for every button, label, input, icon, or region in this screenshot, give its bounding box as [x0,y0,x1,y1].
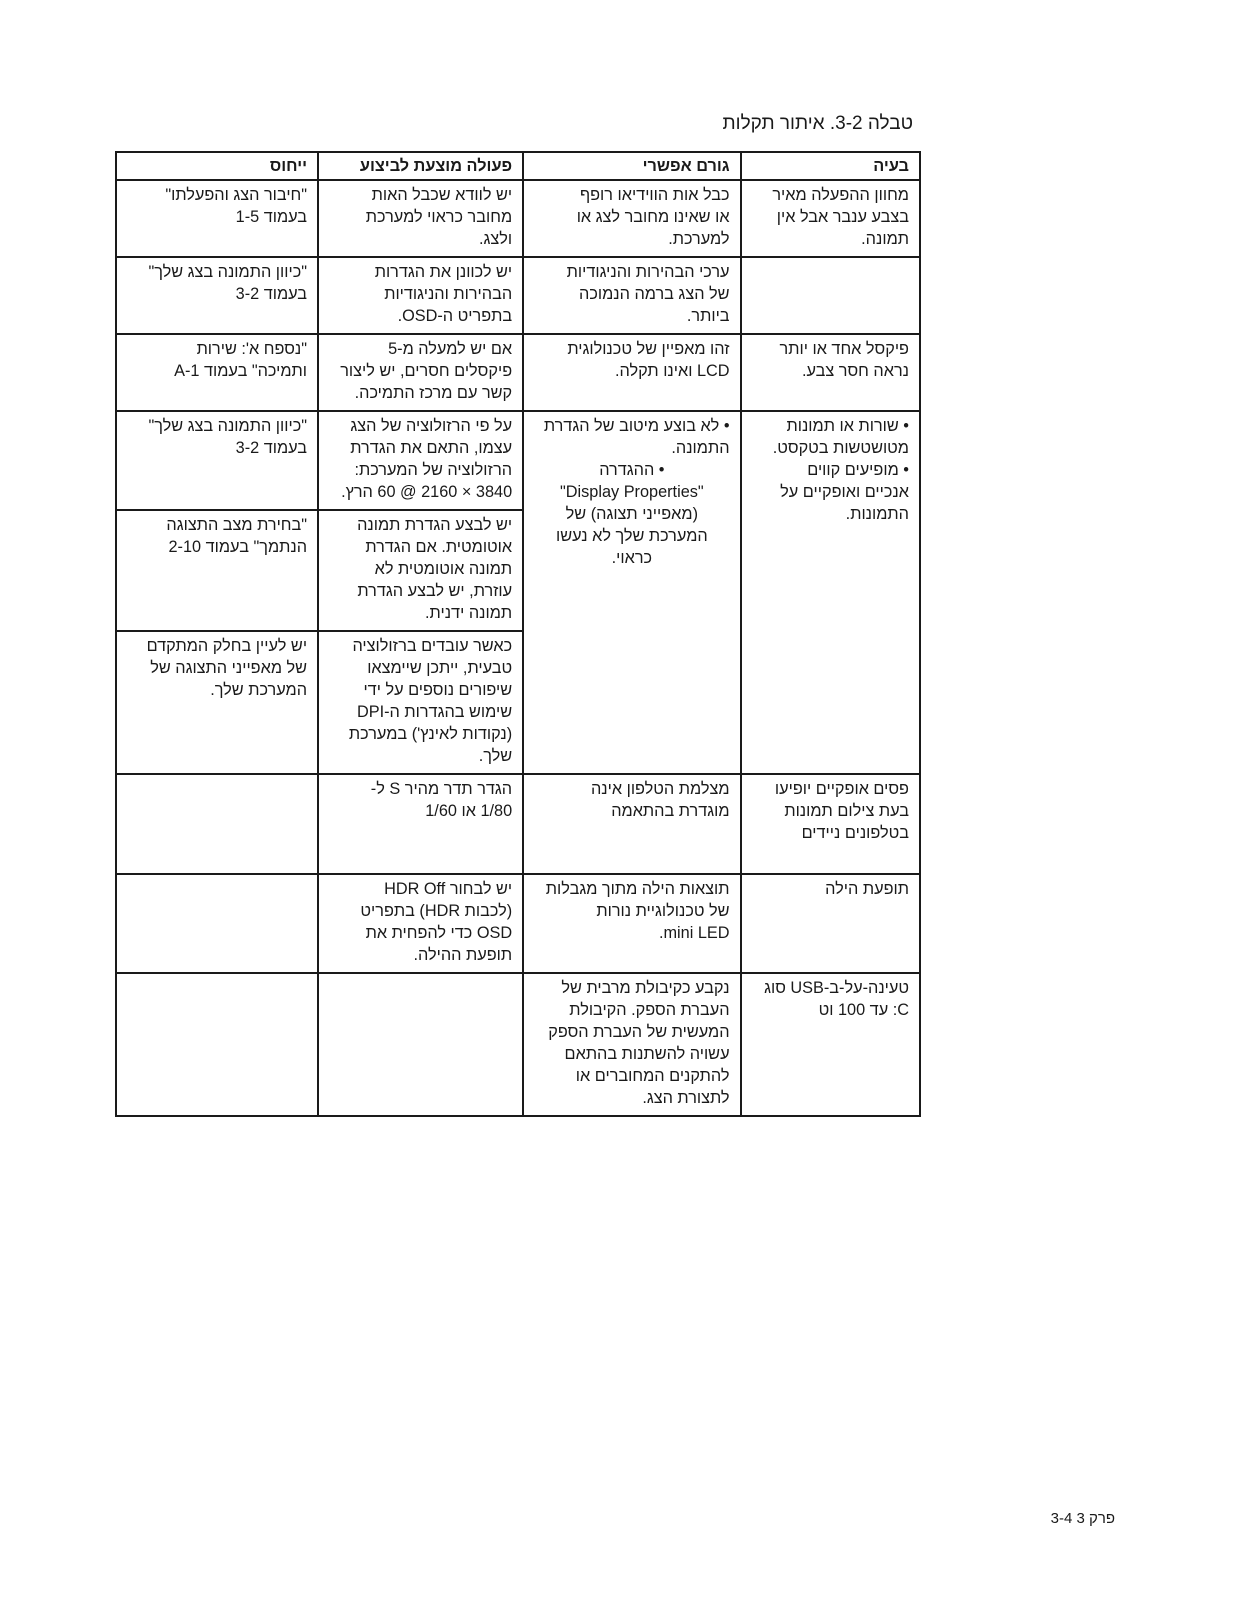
cause-cell: ערכי הבהירות והניגודיות של הצג ברמה הנמוכה ביותר. [523,257,740,334]
table-header-row [116,152,920,180]
reference-cell: "כיוון התמונה בצג שלך" בעמוד 3-2 [116,411,318,510]
reference-cell: יש לעיין בחלק המתקדם של מאפייני התצוגה של המערכת שלך. [116,631,318,774]
page-footer: פרק 3 3-4 [1050,1510,1115,1527]
cause-bullet: • לא בוצע מיטוב של הגדרת התמונה. [543,417,730,457]
action-cell: יש לוודא שכבל האות מחובר כראוי למערכת ולצג. [318,180,523,257]
table-row [116,411,920,510]
cause-cell: מצלמת הטלפון אינה מוגדרת בהתאמה [523,774,740,874]
action-cell: הגדר תדר מהיר S ל- 1/80 או 1/60 [318,774,523,874]
troubleshooting-table [115,151,921,1117]
reference-cell: "בחירת מצב התצוגה הנתמך" בעמוד 2-10 [116,510,318,631]
table-row [116,257,920,334]
cause-cell: זהו מאפיין של טכנולוגית LCD ואינו תקלה. [523,334,740,411]
action-cell: על פי הרזולוציה של הצג עצמו, התאם את הגדרת הרזולוציה של המערכת: 3840 × 2160 @ 60 הרץ. [318,411,523,510]
reference-cell [116,774,318,874]
problem-cell: פסים אופקיים יופיעו בעת צילום תמונות בטלפונים ניידים [741,774,920,874]
cause-cell: כבל אות הווידיאו רופף או שאינו מחובר לצג או למערכת. [523,180,740,257]
table-row [116,874,920,973]
cause-cell: נקבע כקיבולת מרבית של העברת הספק. הקיבולת המעשית של העברת הספק עשויה להשתנות בהתאם להתקנים המחוברים או לתצורת הצג. [523,973,740,1116]
header-cause: גורם אפשרי [523,152,740,180]
header-reference: ייחוס [116,152,318,180]
problem-cell: תופעת הילה [741,874,920,973]
problem-cell: טעינה-על-ב-USB סוג C: עד 100 וט [741,973,920,1116]
cause-bullet: • ההגדרה "Display Properties" (מאפייני תצוגה) של המערכת שלך לא נעשו כראוי. [555,461,708,567]
reference-cell: "כיוון התמונה בצג שלך" בעמוד 3-2 [116,257,318,334]
action-cell: כאשר עובדים ברזולוציה טבעית, ייתכן שיימצאו שיפורים נוספים על ידי שימוש בהגדרות ה-DPI (נקודות לאינץ') במערכת שלך. [318,631,523,774]
problem-cell [741,411,920,774]
problem-cell [741,257,920,334]
cause-cell [523,411,740,774]
header-action: פעולה מוצעת לביצוע [318,152,523,180]
table-row [116,774,920,874]
problem-cell: מחוון ההפעלה מאיר בצבע ענבר אבל אין תמונה. [741,180,920,257]
reference-cell [116,973,318,1116]
action-cell: אם יש למעלה מ-5 פיקסלים חסרים, יש ליצור קשר עם מרכז התמיכה. [318,334,523,411]
cause-cell: תוצאות הילה מתוך מגבלות של טכנולוגיית נורות mini LED. [523,874,740,973]
action-cell [318,973,523,1116]
reference-cell [116,874,318,973]
reference-cell: "חיבור הצג והפעלתו" בעמוד 1-5 [116,180,318,257]
reference-cell: "נספח א': שירות ותמיכה" בעמוד A-1 [116,334,318,411]
problem-cell: פיקסל אחד או יותר נראה חסר צבע. [741,334,920,411]
action-cell: יש לבחור HDR Off (לכבות HDR) בתפריט OSD כדי להפחית את תופעת ההילה. [318,874,523,973]
table-row [116,334,920,411]
problem-bullet: • מופיעים קווים אנכיים ואופקיים על התמונות. [780,461,909,523]
table-caption: טבלה 3-2. איתור תקלות [722,113,913,134]
table-row [116,973,920,1116]
header-problem: בעיה [741,152,920,180]
action-cell: יש לכוונן את הגדרות הבהירות והניגודיות בתפריט ה-OSD. [318,257,523,334]
problem-bullet: • שורות או תמונות מטושטשות בטקסט. [772,417,909,457]
table-row [116,180,920,257]
action-cell: יש לבצע הגדרת תמונה אוטומטית. אם הגדרת תמונה אוטומטית לא עוזרת, יש לבצע הגדרת תמונה ידנית. [318,510,523,631]
